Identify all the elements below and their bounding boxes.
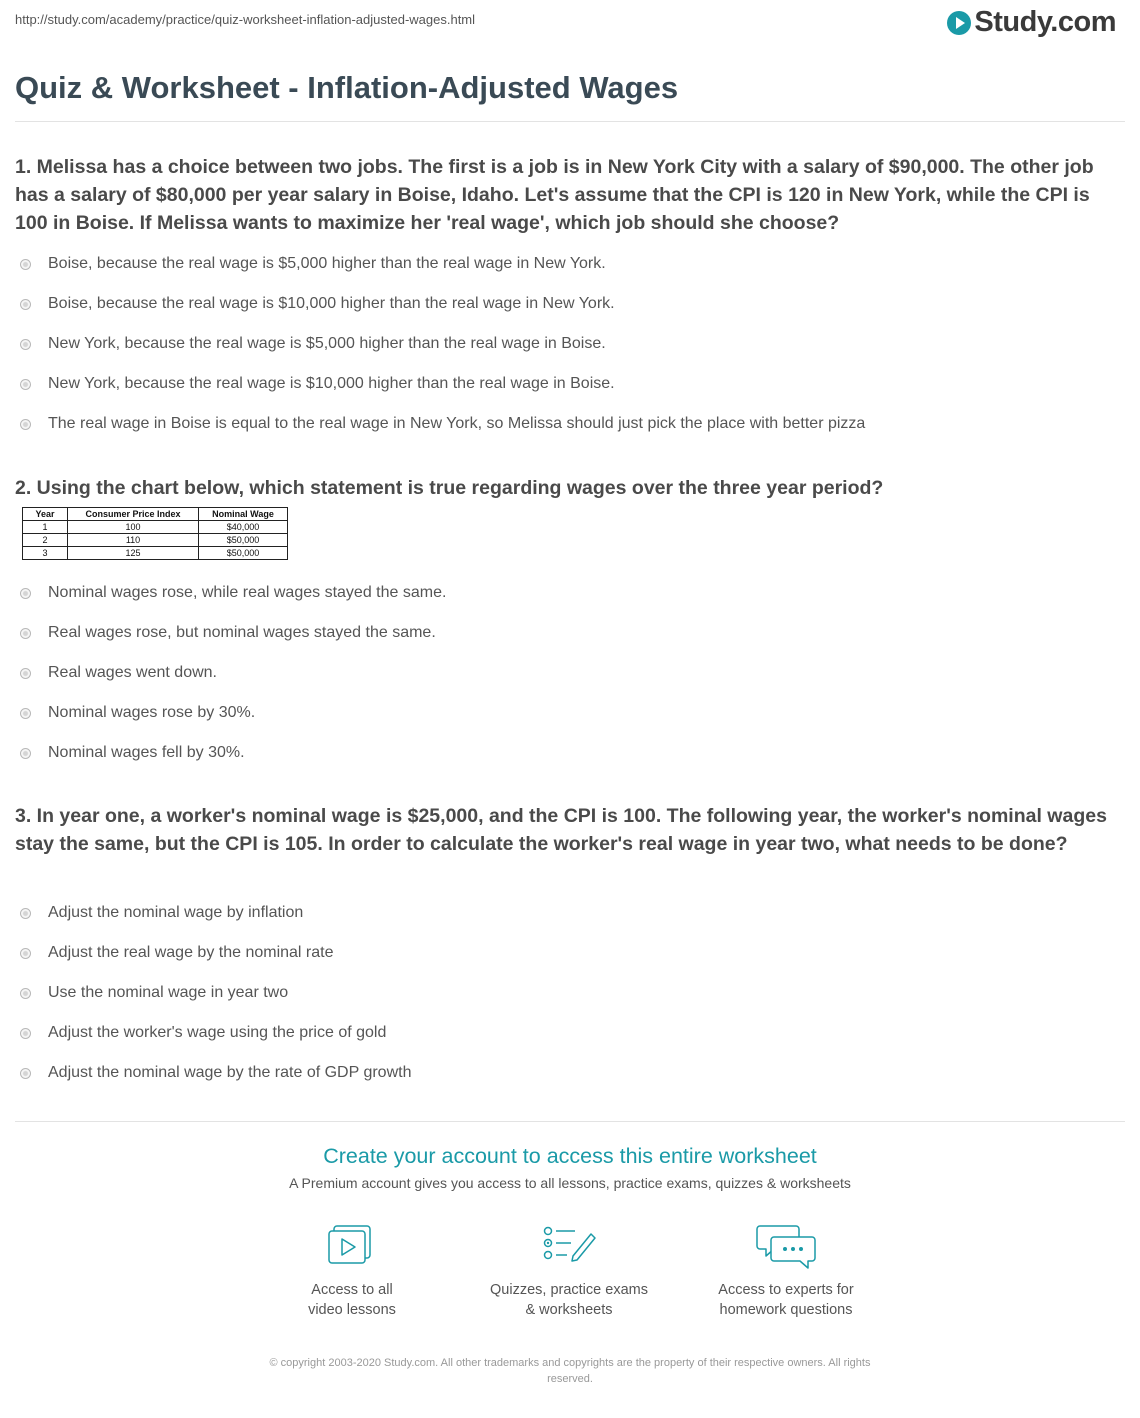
radio-button-icon[interactable] xyxy=(20,419,31,430)
table-cell: 100 xyxy=(68,521,199,534)
column-header: Consumer Price Index xyxy=(68,508,199,521)
answer-option[interactable] xyxy=(20,653,446,693)
answer-option[interactable] xyxy=(20,933,411,973)
radio-button-icon[interactable] xyxy=(20,708,31,719)
table-row xyxy=(23,547,288,560)
cpi-wage-table xyxy=(22,507,288,560)
answer-label: Adjust the worker's wage using the price of gold xyxy=(48,1024,387,1041)
answer-label: New York, because the real wage is $10,000 higher than the real wage in Boise. xyxy=(48,375,615,392)
answer-label: Use the nominal wage in year two xyxy=(48,984,289,1001)
column-header: Year xyxy=(23,508,68,521)
radio-button-icon[interactable] xyxy=(20,1068,31,1079)
feature-label-line: Access to experts for xyxy=(718,1282,854,1298)
answer-option[interactable] xyxy=(20,573,446,613)
answer-label: Nominal wages fell by 30%. xyxy=(48,744,245,761)
radio-button-icon[interactable] xyxy=(20,379,31,390)
answer-label: Nominal wages rose, while real wages stayed the same. xyxy=(48,584,447,601)
table-header-row xyxy=(23,508,288,521)
logo-text: Study.com xyxy=(974,6,1116,38)
play-logo-icon xyxy=(947,11,971,35)
answer-option[interactable] xyxy=(20,973,411,1013)
question-1-text: 1. Melissa has a choice between two jobs. The first is a job is in New York City with a salary of $90,000. The other job has a salary of $80,000 per year salary in Boise, Idaho. Let's assume that the CPI is 120 in New York, while the CPI is 100 in Boise. If Melissa wants to maximize her 'real wage', which job should she choose? xyxy=(15,156,1094,234)
answer-option[interactable] xyxy=(20,733,446,773)
feature-label-line: Quizzes, practice exams xyxy=(490,1282,648,1298)
radio-button-icon[interactable] xyxy=(20,339,31,350)
radio-button-icon[interactable] xyxy=(20,259,31,270)
answer-option[interactable] xyxy=(20,1013,411,1053)
copyright-line: © copyright 2003-2020 Study.com. All other trademarks and copyrights are the property of their respective owners. All rights xyxy=(269,1357,871,1369)
radio-button-icon[interactable] xyxy=(20,1028,31,1039)
answer-label: Adjust the nominal wage by the rate of GDP growth xyxy=(48,1064,412,1081)
copyright-footer xyxy=(200,1355,940,1387)
radio-button-icon[interactable] xyxy=(20,299,31,310)
feature-label-line: homework questions xyxy=(719,1302,853,1318)
table-row xyxy=(23,521,288,534)
answer-label: Boise, because the real wage is $5,000 higher than the real wage in New York. xyxy=(48,255,606,272)
answer-label: Boise, because the real wage is $10,000 higher than the real wage in New York. xyxy=(48,295,615,312)
table-row xyxy=(23,534,288,547)
site-logo[interactable] xyxy=(947,6,1116,39)
question-1-options xyxy=(20,244,865,444)
answer-label: Real wages rose, but nominal wages stayed the same. xyxy=(48,624,436,641)
feature-label-line: video lessons xyxy=(308,1302,396,1318)
feature-experts xyxy=(686,1222,886,1320)
table-cell: 110 xyxy=(68,534,199,547)
answer-option[interactable] xyxy=(20,364,865,404)
feature-video-lessons xyxy=(252,1222,452,1320)
radio-button-icon[interactable] xyxy=(20,988,31,999)
table-cell: 1 xyxy=(23,521,68,534)
cta-divider xyxy=(15,1121,1125,1122)
radio-button-icon[interactable] xyxy=(20,588,31,599)
answer-label: Real wages went down. xyxy=(48,664,217,681)
answer-label: The real wage in Boise is equal to the real wage in New York, so Melissa should just pick the place with better pizza xyxy=(48,415,866,432)
table-cell: $50,000 xyxy=(199,534,288,547)
column-header: Nominal Wage xyxy=(199,508,288,521)
table-cell: 125 xyxy=(68,547,199,560)
radio-button-icon[interactable] xyxy=(20,908,31,919)
answer-label: Adjust the real wage by the nominal rate xyxy=(48,944,334,961)
radio-button-icon[interactable] xyxy=(20,628,31,639)
copyright-line: reserved. xyxy=(547,1373,593,1385)
quiz-list-icon xyxy=(539,1222,599,1270)
video-lessons-icon xyxy=(322,1222,382,1270)
answer-label: New York, because the real wage is $5,000 higher than the real wage in Boise. xyxy=(48,335,606,352)
answer-label: Adjust the nominal wage by inflation xyxy=(48,904,304,921)
radio-button-icon[interactable] xyxy=(20,948,31,959)
page-url: http://study.com/academy/practice/quiz-worksheet-inflation-adjusted-wages.html xyxy=(15,12,476,27)
answer-option[interactable] xyxy=(20,404,865,444)
radio-button-icon[interactable] xyxy=(20,748,31,759)
premium-description: A Premium account gives you access to all lessons, practice exams, quizzes & worksheets xyxy=(289,1175,851,1191)
answer-label: Nominal wages rose by 30%. xyxy=(48,704,256,721)
answer-option[interactable] xyxy=(20,893,411,933)
question-2-text: 2. Using the chart below, which statement is true regarding wages over the three year period? xyxy=(15,477,884,499)
answer-option[interactable] xyxy=(20,1053,411,1093)
answer-option[interactable] xyxy=(20,693,446,733)
create-account-link[interactable]: Create your account to access this entire worksheet xyxy=(323,1144,817,1168)
table-cell: 2 xyxy=(23,534,68,547)
table-cell: $50,000 xyxy=(199,547,288,560)
feature-label-line: & worksheets xyxy=(525,1302,613,1318)
question-2-options xyxy=(20,573,446,773)
feature-quizzes xyxy=(469,1222,669,1320)
question-3-options xyxy=(20,893,411,1093)
answer-option[interactable] xyxy=(20,613,446,653)
answer-option[interactable] xyxy=(20,284,865,324)
page-title: Quiz & Worksheet - Inflation-Adjusted Wages xyxy=(15,70,679,105)
question-3-text: 3. In year one, a worker's nominal wage is $25,000, and the CPI is 100. The following year, the worker's nominal wages stay the same, but the CPI is 105. In order to calculate the worker's real wage in year two, what needs to be done? xyxy=(15,805,1107,855)
table-cell: $40,000 xyxy=(199,521,288,534)
title-divider xyxy=(15,121,1125,122)
chat-bubbles-icon xyxy=(754,1222,818,1270)
answer-option[interactable] xyxy=(20,324,865,364)
answer-option[interactable] xyxy=(20,244,865,284)
radio-button-icon[interactable] xyxy=(20,668,31,679)
table-cell: 3 xyxy=(23,547,68,560)
feature-label-line: Access to all xyxy=(311,1282,393,1298)
